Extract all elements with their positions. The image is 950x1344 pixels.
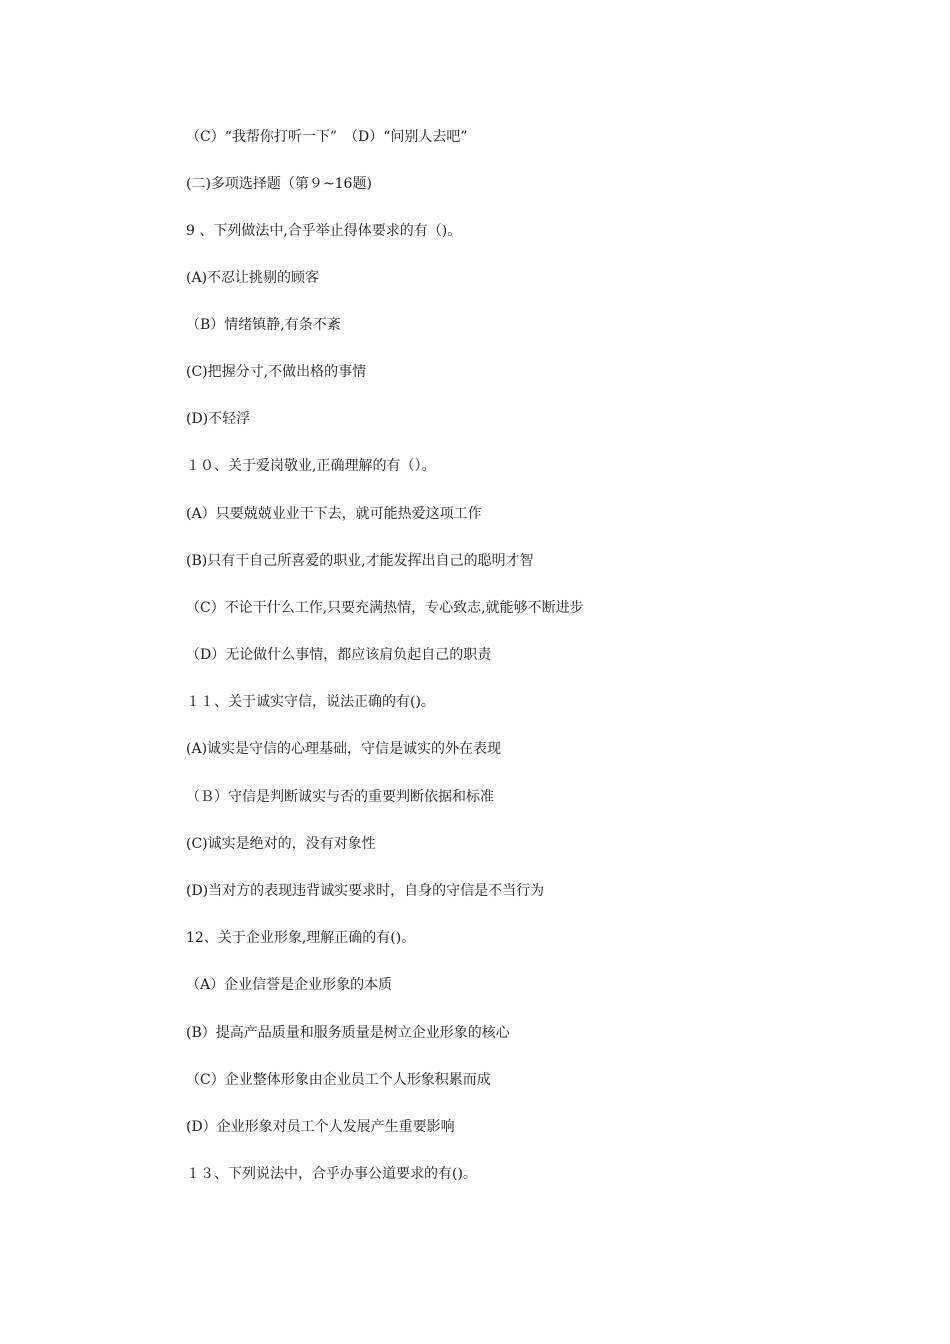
option-12c: （C）企业整体形象由企业员工个人形象积累而成 bbox=[186, 1072, 491, 1088]
option-9c: (C)把握分寸,不做出格的事情 bbox=[186, 364, 367, 380]
option-line-8cd: （C）“我帮你打听一下” （D）“问别人去吧” bbox=[186, 129, 468, 145]
option-12b: (B）提高产品质量和服务质量是树立企业形象的核心 bbox=[186, 1025, 510, 1041]
option-9a: (A)不忍让挑剔的顾客 bbox=[186, 270, 320, 286]
section-heading-multiple-choice: (二)多项选择题（第９~16题) bbox=[186, 176, 372, 192]
option-9d: (D)不轻浮 bbox=[186, 411, 251, 427]
option-10d: （D）无论做什么事情，都应该肩负起自己的职责 bbox=[186, 647, 492, 663]
option-10b: (B)只有干自己所喜爱的职业,才能发挥出自己的聪明才智 bbox=[186, 553, 534, 569]
question-10: １０、关于爱岗敬业,正确理解的有（）。 bbox=[186, 458, 436, 474]
option-9b: （B）情绪镇静,有条不紊 bbox=[186, 317, 341, 333]
option-11b: （Ｂ）守信是判断诚实与否的重要判断依据和标准 bbox=[186, 789, 494, 805]
option-11c: (C)诚实是绝对的，没有对象性 bbox=[186, 836, 376, 852]
option-10c: （C）不论干什么工作,只要充满热情，专心致志,就能够不断进步 bbox=[186, 600, 584, 616]
question-13: １３、下列说法中，合乎办事公道要求的有()。 bbox=[186, 1166, 477, 1182]
option-11a: (A)诚实是守信的心理基础，守信是诚实的外在表现 bbox=[186, 741, 502, 757]
question-11: １１、关于诚实守信，说法正确的有()。 bbox=[186, 694, 435, 710]
option-12a: （A）企业信誉是企业形象的本质 bbox=[186, 977, 393, 993]
question-12: 12、关于企业形象,理解正确的有()。 bbox=[186, 930, 416, 946]
option-11d: (D)当对方的表现违背诚实要求时，自身的守信是不当行为 bbox=[186, 883, 545, 899]
question-9: 9 、下列做法中,合乎举止得体要求的有（)。 bbox=[186, 223, 462, 239]
option-10a: (A）只要兢兢业业干下去，就可能热爱这项工作 bbox=[186, 506, 482, 522]
option-12d: (D）企业形象对员工个人发展产生重要影响 bbox=[186, 1119, 455, 1135]
